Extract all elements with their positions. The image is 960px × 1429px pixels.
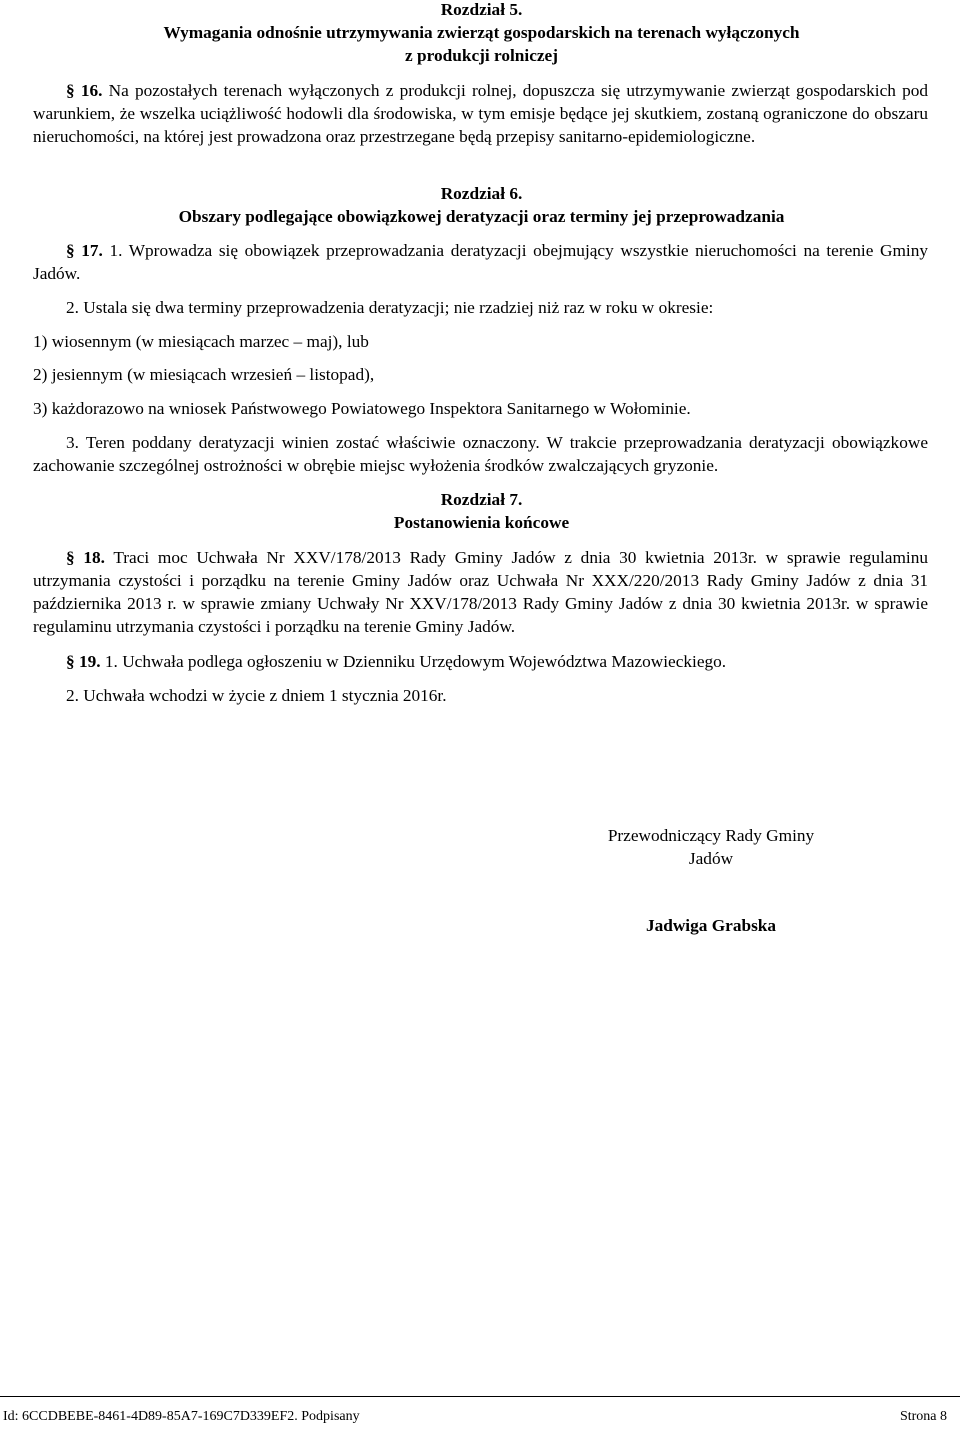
paragraph-16-text: Na pozostałych terenach wyłączonych z produkcji rolnej, dopuszcza się utrzymywanie zwierząt gospodarskich pod warunkiem, że wszelka uciążliwość hodowli dla środowiska, w tym emisje będące jej skutkiem, zostaną ograniczone do obszaru nieruchomości, na której jest prowadzona oraz przestrzegane będą przepisy sanitarno-epidemiologiczne. [33,81,928,146]
paragraph-18-number: 18. [83,548,105,567]
chapter-7-heading: Rozdział 7. [440,490,523,509]
signature-role-line1: Przewodniczący Rady Gminy [607,826,815,845]
paragraph-18 [33,546,928,638]
chapter-6-heading: Rozdział 6. [440,184,523,203]
section-mark: § [66,81,75,100]
paragraph-19-section-2 [66,684,447,707]
paragraph-17-number: 17. [81,241,103,260]
paragraph-19-number: 19. [78,652,101,671]
paragraph-18-text: Traci moc Uchwała Nr XXV/178/2013 Rady Gminy Jadów z dnia 30 kwietnia 2013r. w sprawie regulaminu utrzymania czystości i porządku na terenie Gminy Jadów oraz Uchwała Nr XXX/220/2013 Rady Gminy Jadów z dnia 31 października 2013 r. w sprawie zmiany Uchwały Nr XXV/178/2013 Rady Gminy Jadów z dnia 30 kwietnia 2013r. w sprawie regulaminu utrzymania czystości i porządku na terenie Gminy Jadów. [33,548,928,636]
paragraph-16 [33,79,928,148]
paragraph-17-s1-number: 1. [109,241,123,260]
paragraph-17-s1-text: Wprowadza się obowiązek przeprowadzania deratyzacji obejmujący wszystkie nieruchomości na terenie Gminy Jadów. [33,241,928,283]
paragraph-19-section-1 [66,650,726,673]
paragraph-19-s2-text: Uchwała wchodzi w życie z dniem 1 stycznia 2016r. [83,686,447,705]
list-item-2: 2) jesiennym (w miesiącach wrzesień – listopad), [33,365,375,384]
chapter-6-title: Obszary podlegające obowiązkowej deratyzacji oraz terminy jej przeprowadzania [178,207,785,226]
paragraph-16-number: 16. [80,81,103,100]
section-mark: § [66,241,75,260]
chapter-7-title: Postanowienia końcowe [393,513,570,532]
paragraph-17-s2-number: 2. [66,298,79,317]
page-number: Strona 8 [899,1409,947,1424]
chapter-5-title-line1: Wymagania odnośnie utrzymywania zwierząt gospodarskich na terenach wyłączonych [163,23,800,42]
page-footer [0,1396,960,1429]
section-mark: § [66,548,75,567]
paragraph-17-s2-text: Ustala się dwa terminy przeprowadzenia deratyzacji; nie rzadziej niż raz w roku w okresie: [83,298,714,317]
section-mark: § [66,652,75,671]
paragraph-19-s1-text: Uchwała podlega ogłoszeniu w Dzienniku Urzędowym Województwa Mazowieckiego. [122,652,727,671]
paragraph-17-s3-text: Teren poddany deratyzacji winien zostać właściwie oznaczony. W trakcie przeprowadzania deratyzacji obowiązkowe zachowanie szczególnej ostrożności w obrębie miejsc wyłożenia środków zwalczających gryzonie. [33,433,928,475]
chapter-5-heading: Rozdział 5. [440,0,523,19]
paragraph-17-s3-number: 3. [66,433,79,452]
paragraph-19-s1-number: 1. [104,652,118,671]
chapter-5-title-line2: z produkcji rolniczej [405,46,558,65]
paragraph-17-section-1 [33,239,928,285]
paragraph-17-section-3 [33,431,928,477]
paragraph-17-section-2 [66,296,928,319]
list-item-3: 3) każdorazowo na wniosek Państwowego Powiatowego Inspektora Sanitarnego w Wołominie. [33,399,691,418]
signature-name: Jadwiga Grabska [645,916,777,935]
paragraph-19-s2-number: 2. [66,686,79,705]
list-item-1: 1) wiosennym (w miesiącach marzec – maj), lub [33,332,369,351]
signature-role-line2: Jadów [688,849,734,868]
document-id: Id: 6CCDBEBE-8461-4D89-85A7-169C7D339EF2. Podpisany [3,1409,360,1424]
